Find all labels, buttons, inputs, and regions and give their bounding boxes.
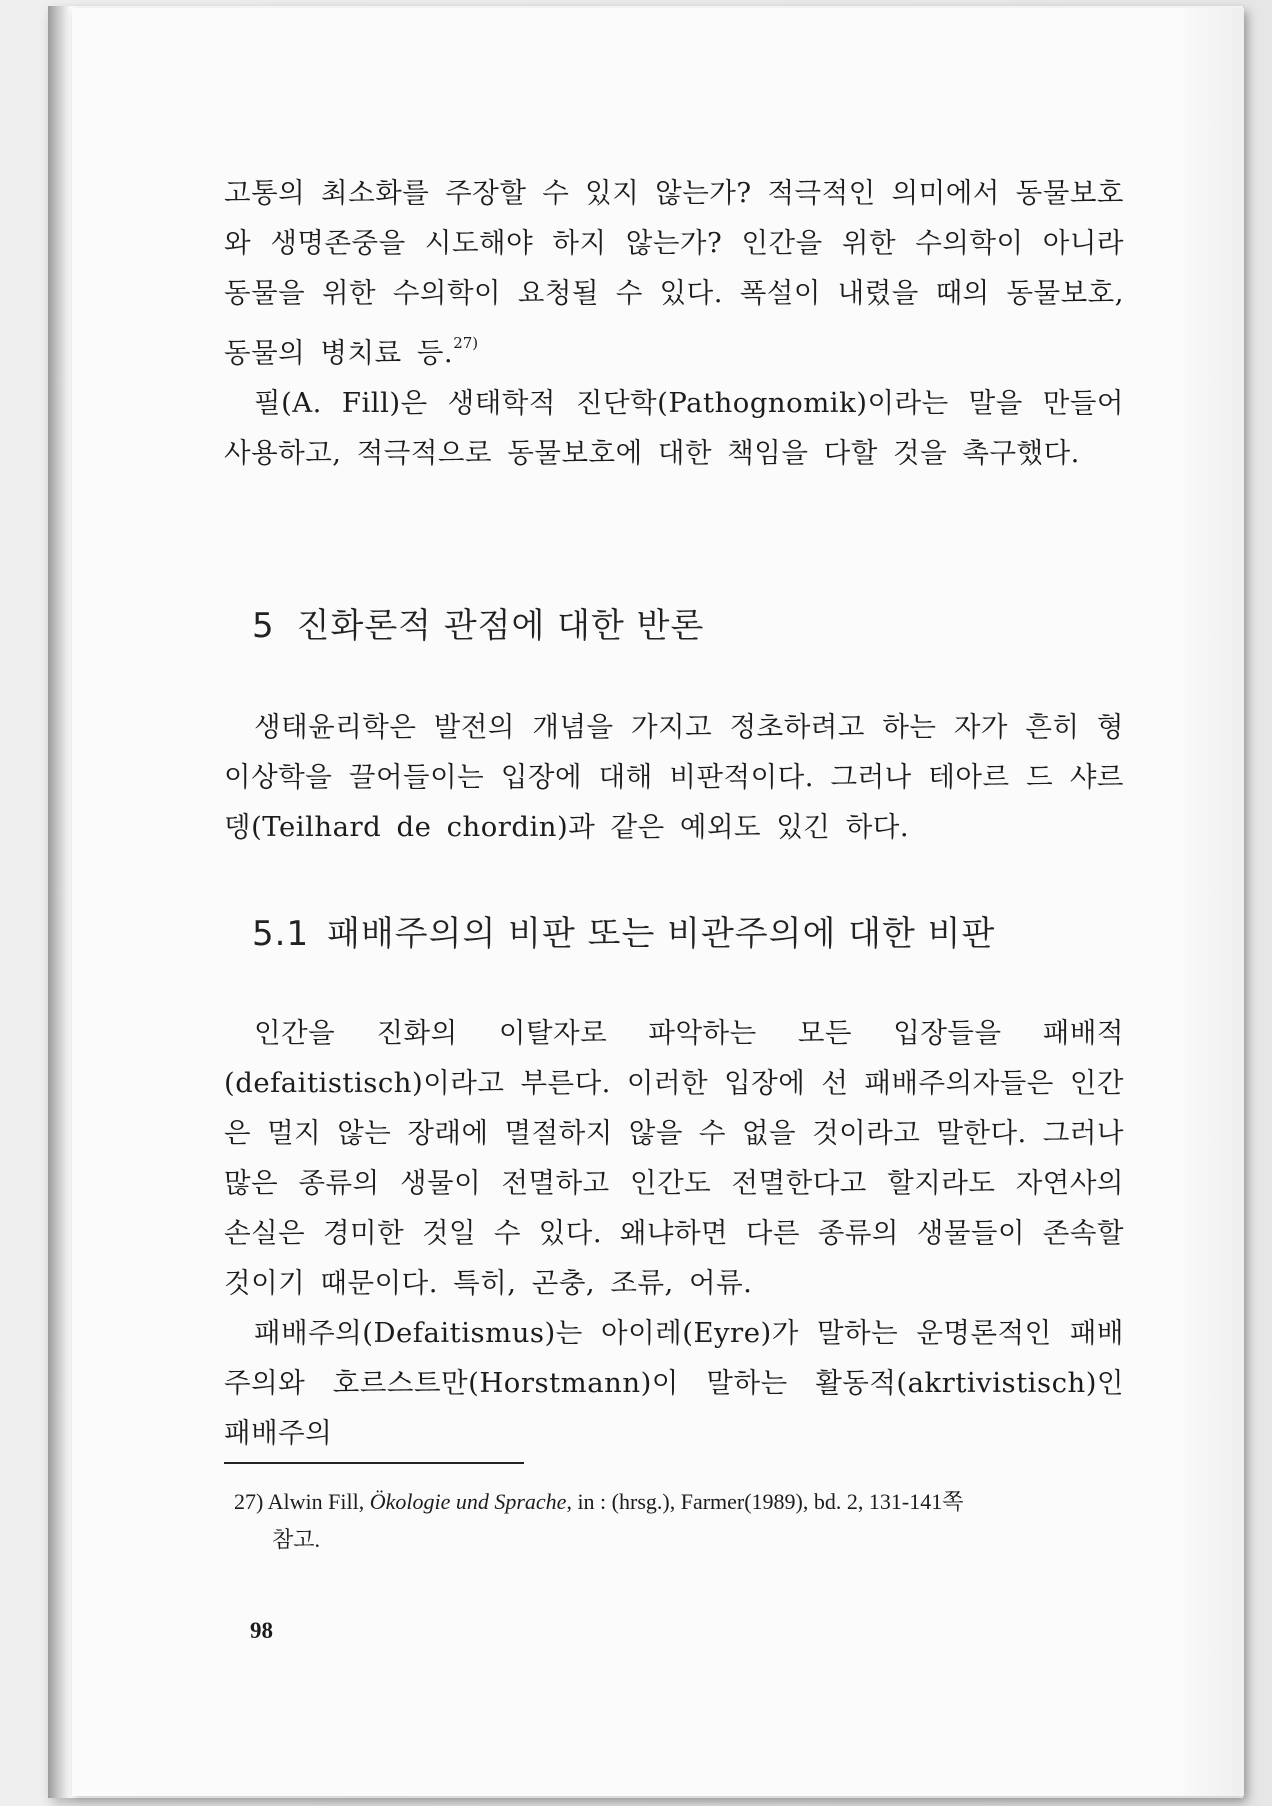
footnote-number: 27) xyxy=(234,1489,264,1514)
section-number: 5 xyxy=(252,606,275,646)
footnote-title: Ökologie und Sprache xyxy=(369,1489,567,1514)
footnote-line-2: 참고. xyxy=(272,1527,321,1552)
footnote-27 xyxy=(234,1483,1124,1559)
paragraph-4: 인간을 진화의 이탈자로 파악하는 모든 입장들을 패배적(defaitistisch)이라고 부른다. 이러한 입장에 선 패배주의자들은 인간은 멀지 않는 장래에 멸절하지 않을 수 없을 것이라고 말한다. 그러나 많은 종류의 생물이 전멸하고 인간도 전멸한다고 할지라도 자연사의 손실은 경미한 것일 수 있다. 왜냐하면 다른 종류의 생물들이 존속할 것이기 때문이다. 특히, 곤충, 조류, 어류. xyxy=(224,1017,1124,1299)
paragraph-5: 패배주의(Defaitismus)는 아이레(Eyre)가 말하는 운명론적인 패배주의와 호르스트만(Horstmann)이 말하는 활동적(akrtivistisch)인 패배주의 xyxy=(224,1317,1124,1449)
footnote-author: Alwin Fill, xyxy=(267,1489,365,1514)
paragraph-1 xyxy=(224,168,1124,378)
page-number: 98 xyxy=(250,1618,273,1643)
footnote-ref-27[interactable]: 27) xyxy=(453,334,479,352)
subsection-heading-5-1 xyxy=(252,906,995,955)
footnote-divider xyxy=(224,1462,524,1464)
subsection-title: 패배주의의 비판 또는 비관주의에 대한 비판 xyxy=(327,914,996,954)
section-heading-5 xyxy=(252,598,704,647)
paragraph-3: 생태윤리학은 발전의 개념을 가지고 정초하려고 하는 자가 흔히 형이상학을 끌어들이는 입장에 대해 비판적이다. 그러나 테아르 드 샤르뎅(Teilhard de chordin)과 같은 예외도 있긴 하다. xyxy=(224,711,1124,843)
subsection-number: 5.1 xyxy=(252,914,310,954)
paragraph-1-text: 고통의 최소화를 주장할 수 있지 않는가? 적극적인 의미에서 동물보호와 생명존중을 시도해야 하지 않는가? 인간을 위한 수의학이 아니라 동물을 위한 수의학이 요청될 수 있다. 폭설이 내렸을 때의 동물보호, 동물의 병치료 등. xyxy=(224,177,1124,369)
intro-text xyxy=(224,168,1124,478)
footnote-line-1 xyxy=(234,1483,1124,1521)
book-page xyxy=(72,8,1244,1796)
section-5-1-text xyxy=(224,1008,1124,1458)
page-shadow xyxy=(1174,8,1244,1796)
footnote-citation: , in : (hrsg.), Farmer(1989), bd. 2, 131-141쪽 xyxy=(566,1489,964,1514)
section-title: 진화론적 관점에 대한 반론 xyxy=(296,606,705,646)
paragraph-2: 필(A. Fill)은 생태학적 진단학(Pathognomik)이라는 말을 만들어 사용하고, 적극적으로 동물보호에 대한 책임을 다할 것을 촉구했다. xyxy=(224,387,1124,469)
section-5-text xyxy=(224,702,1124,852)
